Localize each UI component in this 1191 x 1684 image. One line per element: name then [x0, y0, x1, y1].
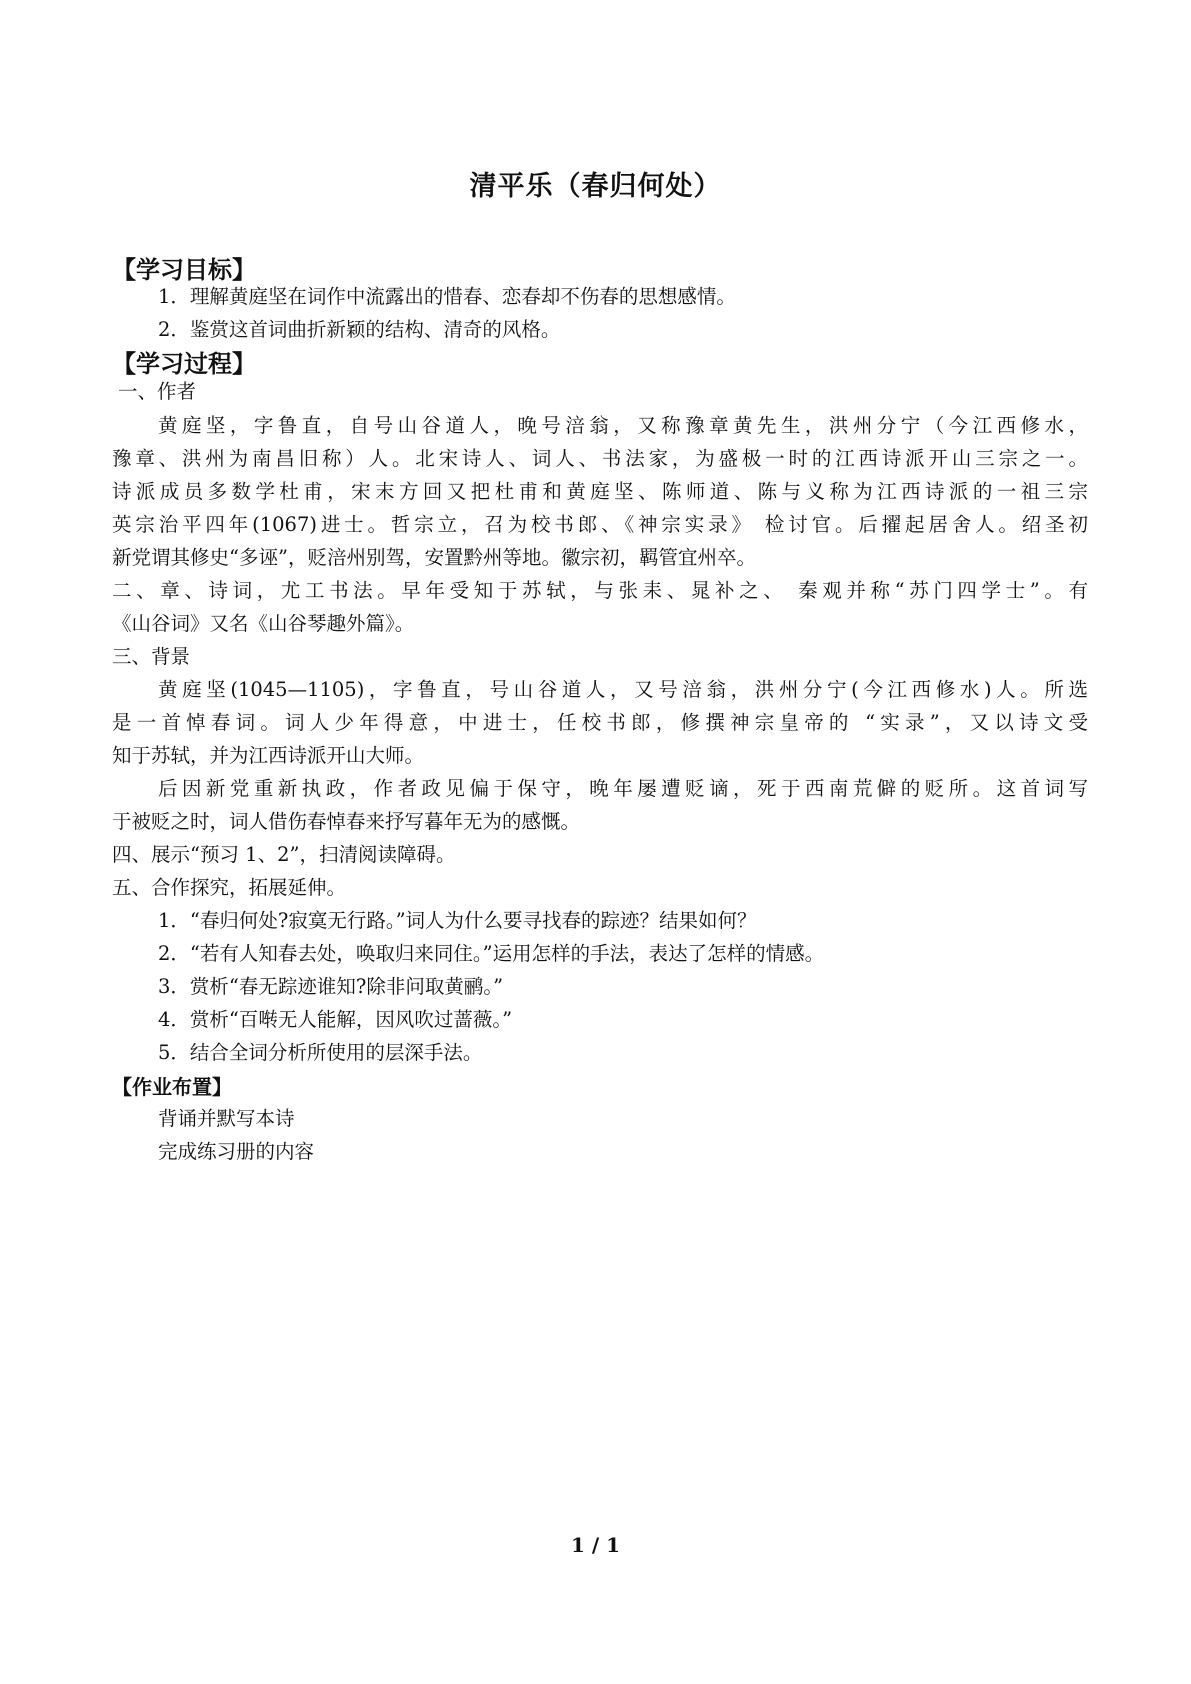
author-heading: 一、作者	[118, 380, 197, 403]
explore-heading: 五、合作探究，拓展延伸。	[112, 876, 347, 899]
question-item: 3．赏析“春无踪迹谁知?除非问取黄鹂。”	[158, 975, 504, 998]
question-item: 1．“春归何处?寂寞无行路。”词人为什么要寻找春的踪迹？结果如何？	[158, 909, 757, 932]
goals-heading: 【学习目标】	[112, 256, 256, 284]
author-paragraph-line: 黄庭坚，字鲁直，自号山谷道人，晚号涪翁，又称豫章黄先生，洪州分宁（今江西修水，	[158, 414, 1088, 437]
author-paragraph-line: 二、章、诗词，尤工书法。早年受知于苏轼，与张耒、晁补之、 秦观并称“苏门四学士”。有	[112, 579, 1088, 602]
background-paragraph-line: 是一首悼春词。词人少年得意，中进士，任校书郎，修撰神宗皇帝的 “实录”，又以诗文受	[112, 711, 1088, 734]
author-paragraph-line: 英宗治平四年(1067)进士。哲宗立，召为校书郎、《神宗实录》 检讨官。后擢起居舍人。绍圣初	[112, 513, 1088, 536]
background-paragraph-line: 于被贬之时，词人借伤春悼春来抒写暮年无为的感慨。	[112, 810, 581, 833]
background-heading: 三、背景	[112, 645, 191, 668]
question-item: 4．赏析“百啭无人能解，因风吹过蔷薇。”	[158, 1008, 513, 1031]
homework-heading: 【作业布置】	[112, 1075, 232, 1099]
homework-item: 完成练习册的内容	[158, 1140, 315, 1163]
author-paragraph-line: 豫章、洪州为南昌旧称）人。北宋诗人、词人、书法家，为盛极一时的江西诗派开山三宗之一。	[112, 447, 1088, 470]
goal-item: 2．鉴赏这首词曲折新颖的结构、清奇的风格。	[158, 318, 561, 341]
background-paragraph-line: 知于苏轼，并为江西诗派开山大师。	[112, 744, 425, 767]
process-heading: 【学习过程】	[112, 350, 256, 378]
page-title: 清平乐（春归何处）	[469, 171, 722, 202]
page-number: 1 / 1	[570, 1533, 621, 1557]
author-paragraph-line: 新党谓其修史“多诬”，贬涪州别驾，安置黔州等地。徽宗初，羁管宜州卒。	[112, 546, 756, 569]
goal-item: 1．理解黄庭坚在词作中流露出的惜春、恋春却不伤春的思想感情。	[158, 285, 736, 308]
background-paragraph-line: 黄庭坚(1045—1105)，字鲁直，号山谷道人，又号涪翁，洪州分宁(今江西修水)人。所选	[158, 678, 1088, 701]
question-item: 5．结合全词分析所使用的层深手法。	[158, 1041, 483, 1064]
background-paragraph-line: 后因新党重新执政，作者政见偏于保守，晚年屡遭贬谪，死于西南荒僻的贬所。这首词写	[158, 777, 1088, 800]
author-paragraph-line: 诗派成员多数学杜甫，宋末方回又把杜甫和黄庭坚、陈师道、陈与义称为江西诗派的一祖三宗	[112, 480, 1088, 503]
question-item: 2．“若有人知春去处，唤取归来同住。”运用怎样的手法，表达了怎样的情感。	[158, 942, 825, 965]
preview-heading: 四、展示“预习 1、2”，扫清阅读障碍。	[112, 843, 456, 866]
homework-item: 背诵并默写本诗	[158, 1107, 295, 1130]
author-paragraph-line: 《山谷词》又名《山谷琴趣外篇》。	[112, 612, 415, 635]
